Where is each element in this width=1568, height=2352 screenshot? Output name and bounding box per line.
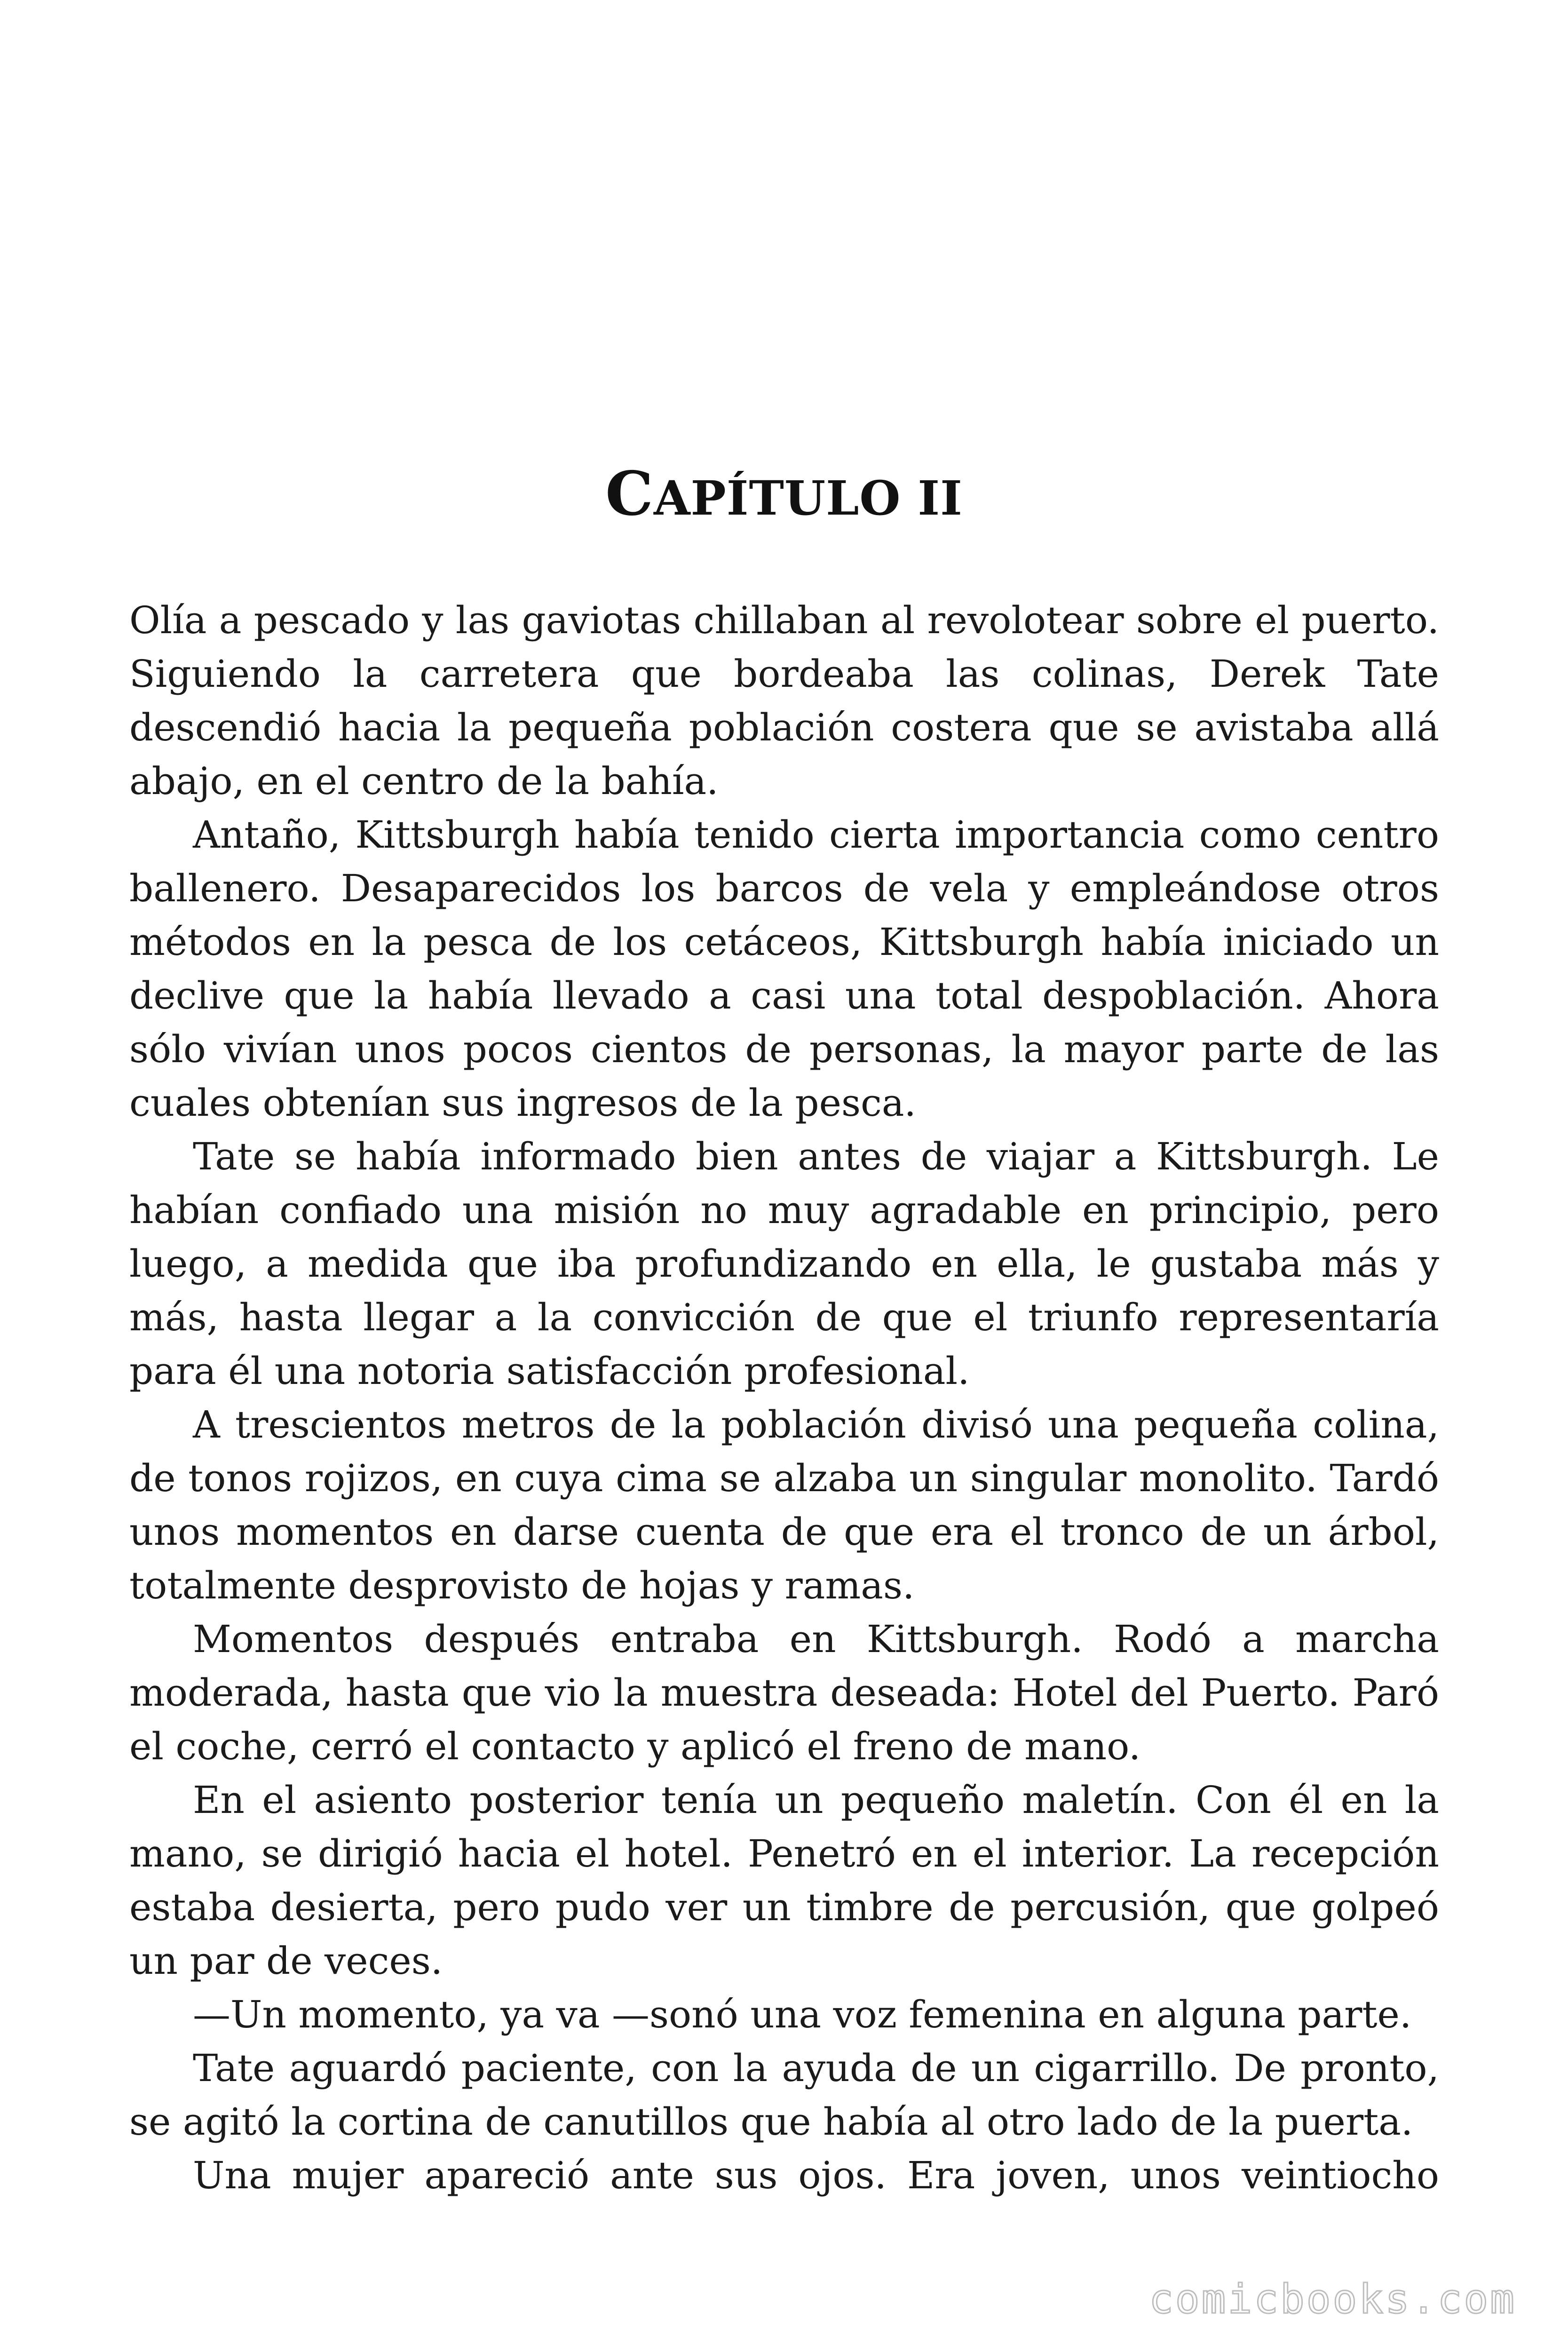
paragraph: Tate se había informado bien antes de viajar a Kittsburgh. Le habían confiado una misión no muy agradable en principio, pero luego, a medida que iba profundizando en ella, le gustaba más y más, hasta llegar a la convicción de que el triunfo representaría para él una notoria satisfacción profesional. xyxy=(129,1135,1439,1393)
chapter-title-rest: APÍTULO II xyxy=(653,470,963,526)
watermark: comicbooks.com xyxy=(1149,2276,1516,2323)
chapter-title-initial: C xyxy=(605,459,654,529)
chapter-body xyxy=(129,594,1439,2202)
paragraph: Tate aguardó paciente, con la ayuda de un cigarrillo. De pronto, se agitó la cortina de canutillos que había al otro lado de la puerta. xyxy=(129,2046,1439,2144)
paragraph: A trescientos metros de la población divisó una pequeña colina, de tonos rojizos, en cuya cima se alzaba un singular monolito. Tardó unos momentos en darse cuenta de que era el tronco de un árbol, totalmente desprovisto de hojas y ramas. xyxy=(129,1403,1439,1607)
paragraph: Una mujer apareció ante sus ojos. Era joven, unos veintiocho xyxy=(193,2153,1439,2197)
paragraph: En el asiento posterior tenía un pequeño maletín. Con él en la mano, se dirigió hacia el hotel. Penetró en el interior. La recepción estaba desierta, pero pudo ver un timbre de percusión, que golpeó un par de veces. xyxy=(129,1778,1439,1983)
chapter-title xyxy=(0,452,1568,540)
paragraph: Momentos después entraba en Kittsburgh. Rodó a marcha moderada, hasta que vio la muestra deseada: Hotel del Puerto. Paró el coche, cerró el contacto y aplicó el freno de mano. xyxy=(129,1617,1439,1768)
paragraph: Olía a pescado y las gaviotas chillaban al revolotear sobre el puerto. Siguiendo la carretera que bordeaba las colinas, Derek Tate descendió hacia la pequeña población costera que se avistaba allá abajo, en el centro de la bahía. xyxy=(129,598,1439,803)
paragraph: —Un momento, ya va —sonó una voz femenina en alguna parte. xyxy=(193,1993,1412,2036)
paragraph: Antaño, Kittsburgh había tenido cierta importancia como centro ballenero. Desaparecidos los barcos de vela y empleándose otros métodos en la pesca de los cetáceos, Kittsburgh había iniciado un declive que la había llevado a casi una total despoblación. Ahora sólo vivían unos pocos cientos de personas, la mayor parte de las cuales obtenían sus ingresos de la pesca. xyxy=(129,813,1439,1125)
